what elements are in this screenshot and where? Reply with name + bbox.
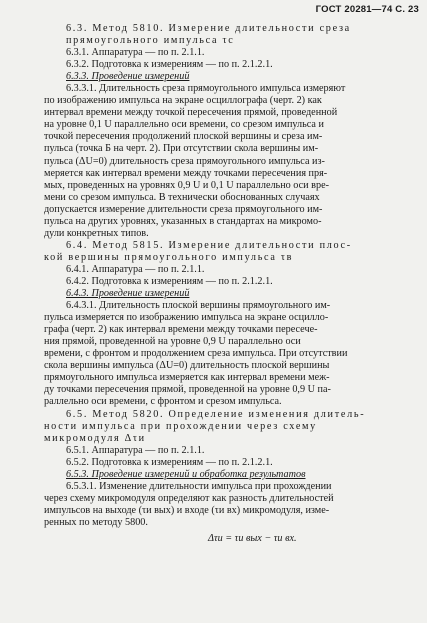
- list-item: 6.4.2. Подготовка к измерениям — по п. 2.1.2.1.: [66, 275, 273, 287]
- text-line: скола вершины импульса (ΔU=0) длительность плоской вершины: [44, 360, 330, 372]
- section-title: кой вершины прямоугольного импульса τв: [44, 251, 294, 263]
- list-item: 6.5.1. Аппаратура — по п. 2.1.1.: [66, 444, 205, 456]
- text-line: по изображению импульса на экране осциллографа (черт. 2) как: [44, 95, 322, 107]
- text-line: пульса (точка Б на черт. 2). При отсутствии скола вершины им-: [44, 143, 319, 155]
- text-line: точкой пересечения продолжений плоской вершины и среза им-: [44, 131, 323, 143]
- text-line: интервал времени между точкой пересечения прямой, проведенной: [44, 107, 338, 119]
- list-item: 6.3.2. Подготовка к измерениям — по п. 2.1.2.1.: [66, 59, 273, 71]
- text-line: допускается измерение длительности среза прямоугольного им-: [44, 203, 323, 215]
- page-header: ГОСТ 20281—74 С. 23: [315, 4, 419, 15]
- text-line: через схему микромодуля определяют как разность длительностей: [44, 492, 334, 504]
- text-line: меряется как интервал времени между точками пересечения пря-: [44, 167, 328, 179]
- section-title: 6.3. Метод 5810. Измерение длительности среза: [66, 23, 351, 34]
- text-line: ния прямой, проведенной на уровне 0,9 U параллельно оси: [44, 336, 301, 348]
- list-item: 6.5.2. Подготовка к измерениям — по п. 2.1.2.1.: [66, 456, 273, 468]
- section-title: 6.4. Метод 5815. Измерение длительности плос-: [66, 239, 352, 251]
- text-line: пульса на других уровнях, указанных в стандартах на микромо-: [44, 215, 322, 227]
- subsection-heading: 6.5.3. Проведение измерений и обработка результатов: [66, 468, 306, 480]
- text-line: мых, проведенных на уровнях 0,9 U и 0,1 U параллельно оси вре-: [44, 179, 329, 191]
- text-line: ду точками пересечения прямой, проведенной на уровне 0,9 U па-: [44, 384, 331, 396]
- list-item: 6.4.1. Аппаратура — по п. 2.1.1.: [66, 263, 205, 275]
- text-line: 6.4.3.1. Длительность плоской вершины прямоугольного им-: [66, 300, 331, 312]
- text-line: графа (черт. 2) как интервал времени между точками пересече-: [44, 324, 318, 336]
- section-title: микромодуля Δτи: [44, 432, 146, 444]
- section-title: 6.5. Метод 5820. Определение изменения длитель-: [66, 408, 366, 420]
- text-line: ренных по методу 5800.: [44, 516, 148, 528]
- section-title: прямоугольного импульса τс: [66, 35, 235, 47]
- text-line: мени со срезом импульса. В технически обоснованных случаях: [44, 191, 320, 203]
- list-item: 6.3.1. Аппаратура — по п. 2.1.1.: [66, 47, 205, 59]
- text-line: 6.5.3.1. Изменение длительности импульса при прохождении: [66, 480, 332, 492]
- section-title: ности импульса при прохождении через схему: [44, 420, 317, 432]
- text-line: времени, с фронтом и продолжением среза импульса. При отсутствии: [44, 348, 348, 360]
- page-text: [44, 23, 418, 545]
- text-line: 6.3.3.1. Длительность среза прямоугольного импульса измеряют: [66, 83, 346, 95]
- text-line: прямоугольного импульса измеряется как интервал времени меж-: [44, 372, 330, 384]
- text-line: на уровне 0,1 U параллельно оси времени, со срезом импульса и: [44, 119, 324, 131]
- paragraph: [44, 300, 418, 408]
- text-line: раллельно оси времени, с фронтом и срезом импульса.: [44, 396, 282, 408]
- text-line: пульса (ΔU=0) длительность среза прямоугольного импульса из-: [44, 155, 325, 167]
- subsection-heading: 6.4.3. Проведение измерений: [66, 288, 190, 300]
- formula: Δτи = τи вых − τи вх.: [208, 532, 297, 544]
- text-line: импульсов на выходе (τи вых) и входе (τи вх) микромодуля, изме-: [44, 504, 330, 516]
- text-line: пульса измеряется по изображению импульса на экране осцилло-: [44, 312, 329, 324]
- subsection-heading: 6.3.3. Проведение измерений: [66, 71, 190, 83]
- text-line: дули конкретных типов.: [44, 227, 149, 239]
- paragraph: [44, 481, 418, 529]
- paragraph: [44, 83, 418, 240]
